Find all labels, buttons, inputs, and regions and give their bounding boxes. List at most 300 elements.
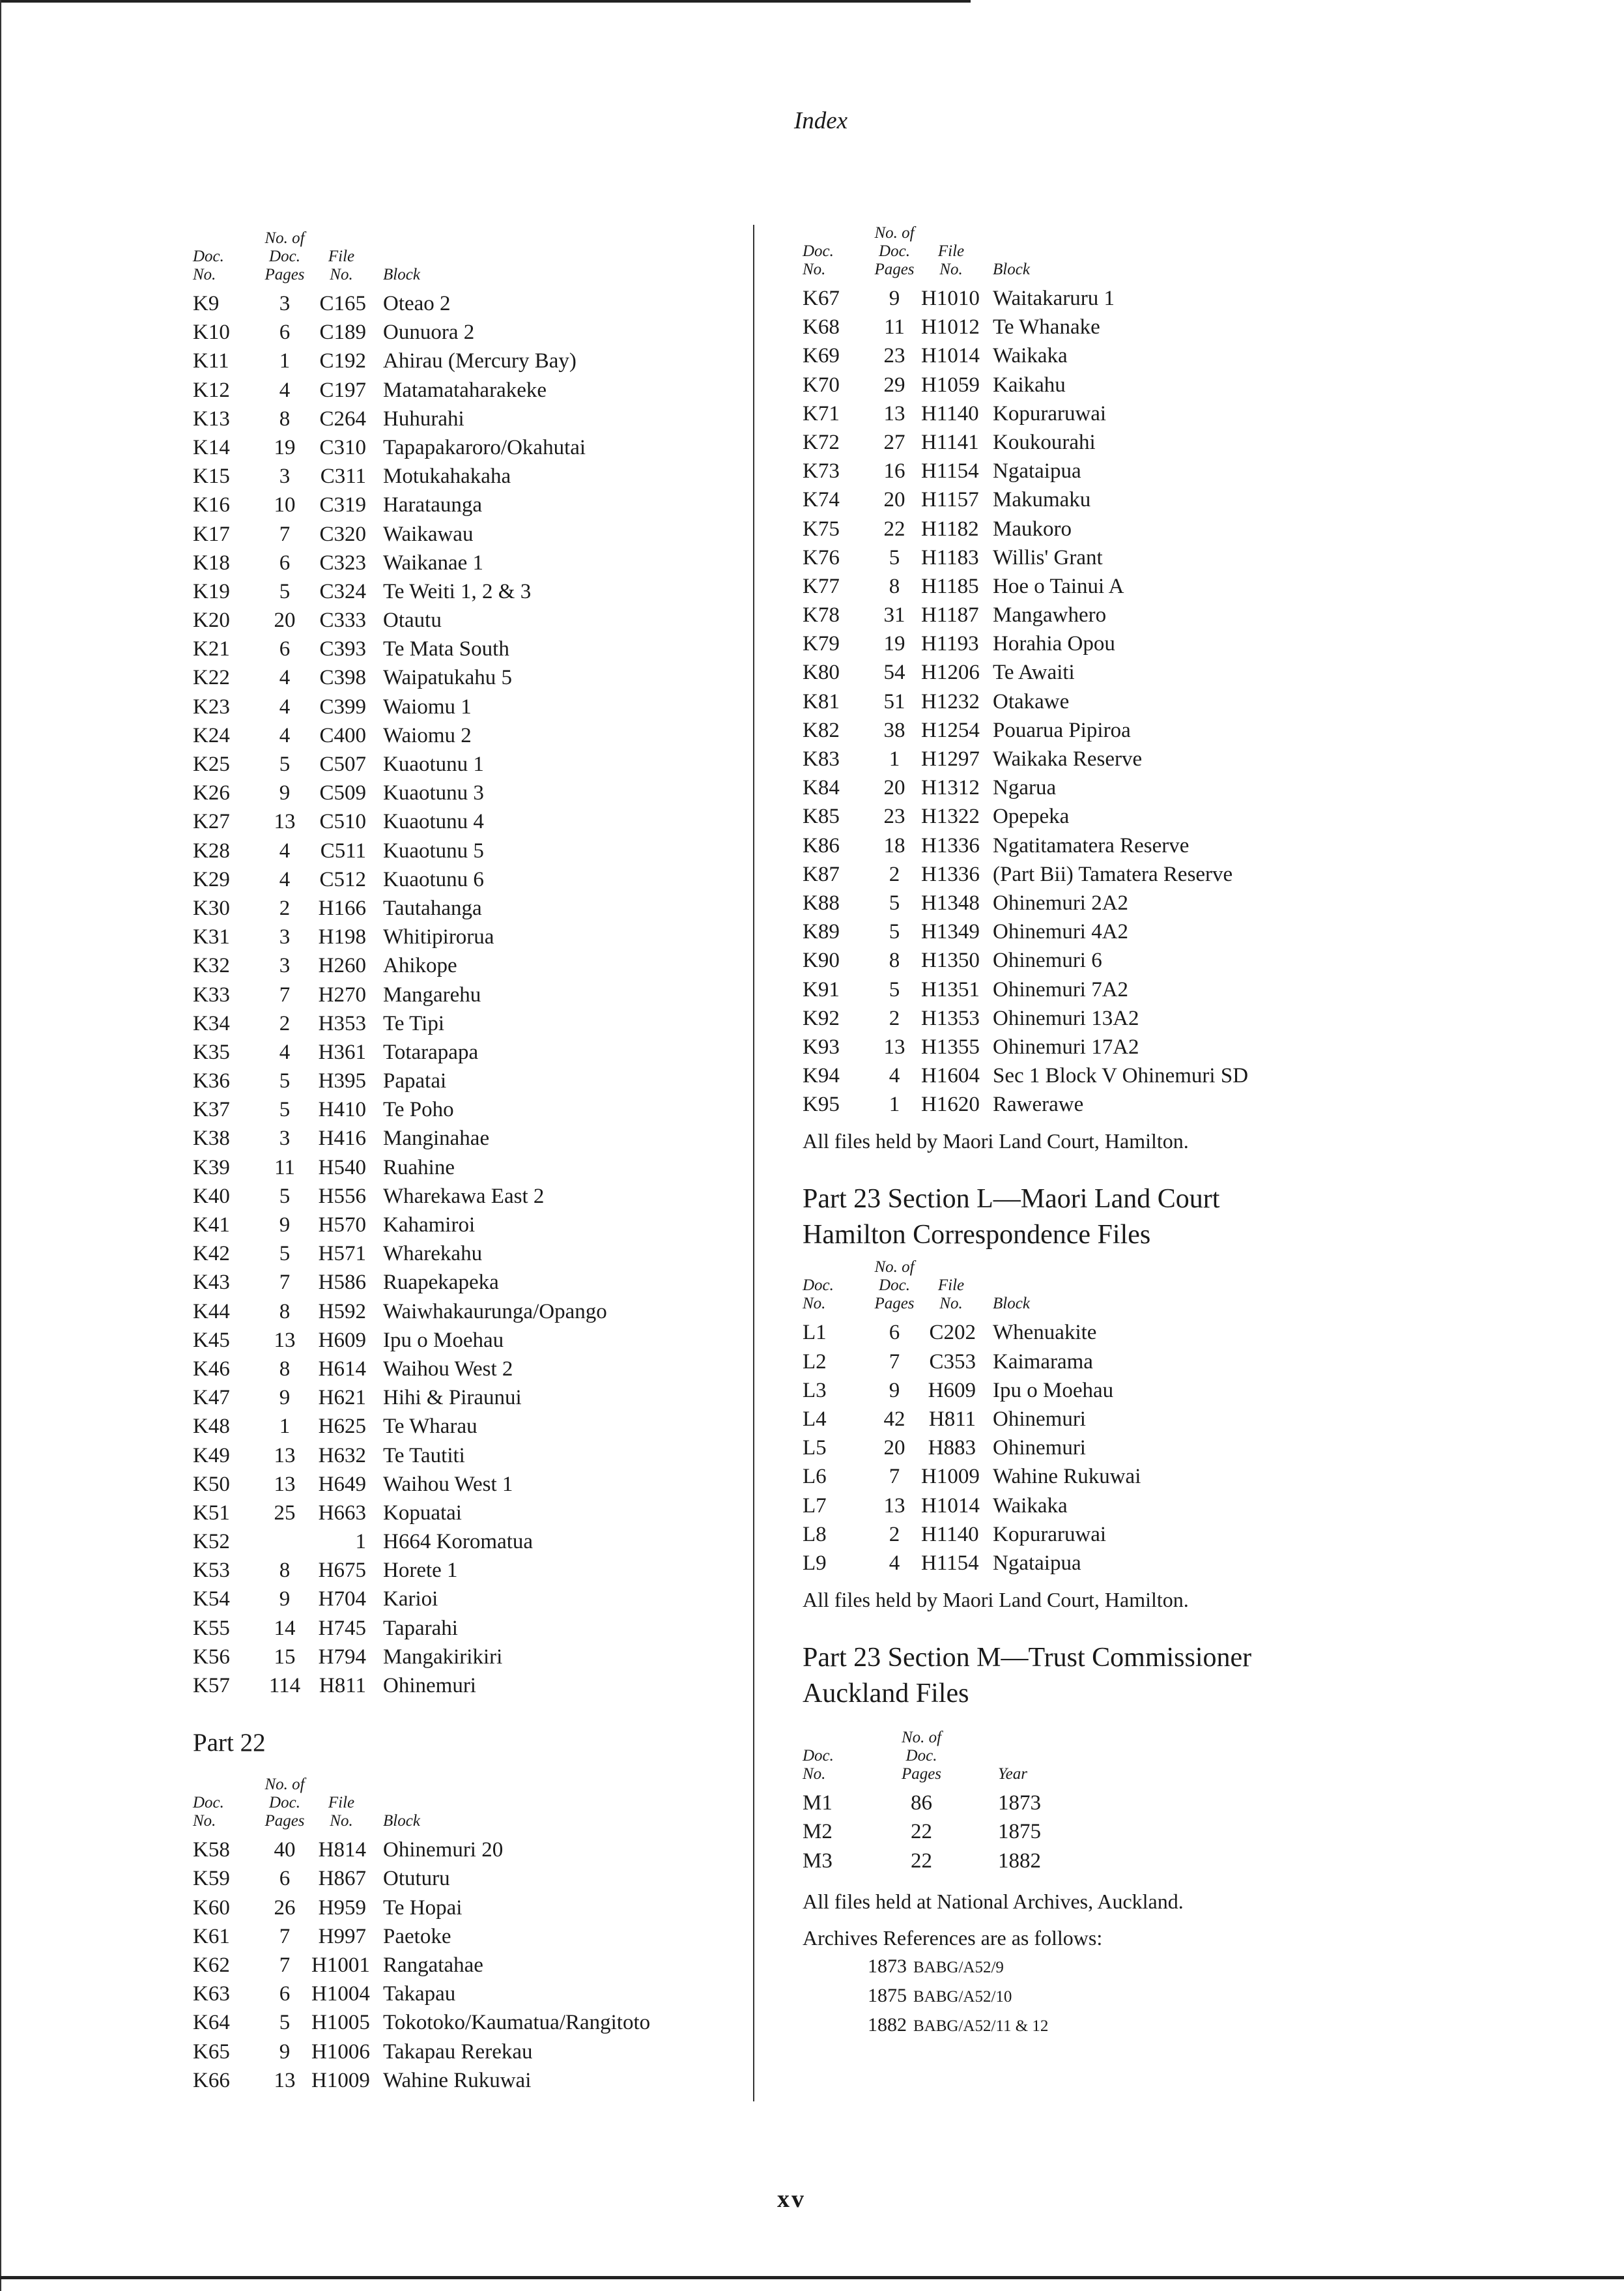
block-name: Rawerawe bbox=[993, 1093, 1084, 1117]
block-name: Kaimarama bbox=[993, 1349, 1093, 1374]
table-row bbox=[803, 917, 1389, 946]
table-row bbox=[193, 1326, 740, 1355]
doc-number: K80 bbox=[803, 661, 840, 685]
column-divider bbox=[753, 225, 754, 2101]
doc-number: K38 bbox=[193, 1127, 230, 1151]
page-count: 13 bbox=[274, 1328, 296, 1352]
page-count: 8 bbox=[889, 949, 900, 973]
file-number: C510 bbox=[319, 810, 366, 834]
table-row bbox=[193, 347, 740, 375]
block-name: Motukahakaha bbox=[383, 465, 511, 489]
page-count: 20 bbox=[883, 1436, 905, 1460]
doc-number: K90 bbox=[803, 949, 840, 973]
page-count: 13 bbox=[274, 2068, 296, 2092]
block-name: Waiomu 2 bbox=[383, 723, 472, 747]
table-row bbox=[193, 1527, 740, 1556]
page-count: 4 bbox=[279, 839, 291, 863]
page-count: 9 bbox=[279, 1587, 291, 1611]
page-count: 23 bbox=[883, 344, 905, 368]
page-count: 26 bbox=[274, 1895, 296, 1920]
section-l-table bbox=[803, 1318, 1389, 1578]
block-name: Ohinemuri bbox=[383, 1674, 476, 1697]
doc-number: K87 bbox=[803, 862, 840, 886]
page-count: 19 bbox=[274, 435, 296, 459]
page-count: 5 bbox=[279, 579, 291, 603]
page-count: 22 bbox=[911, 1820, 932, 1844]
table-row bbox=[193, 865, 740, 894]
file-number: H675 bbox=[318, 1559, 366, 1583]
file-number: H1157 bbox=[921, 488, 979, 512]
table-row bbox=[803, 313, 1389, 341]
page-count: 5 bbox=[279, 1242, 291, 1266]
header-file: File bbox=[328, 1794, 355, 1812]
block-name: Kahamiroi bbox=[383, 1213, 476, 1237]
file-number: H556 bbox=[318, 1184, 366, 1208]
page-count: 8 bbox=[889, 574, 900, 598]
table-row bbox=[193, 807, 740, 836]
table-row bbox=[193, 923, 740, 951]
table-row bbox=[803, 1376, 1389, 1405]
file-number: C197 bbox=[319, 378, 366, 402]
block-name: Waihou West 2 bbox=[383, 1357, 513, 1381]
file-number: H794 bbox=[318, 1645, 366, 1669]
page-count: 2 bbox=[889, 1006, 900, 1030]
doc-number: K24 bbox=[193, 723, 230, 747]
doc-number: L7 bbox=[803, 1493, 827, 1518]
block-name: Kopuraruwai bbox=[993, 401, 1107, 425]
page-count: 4 bbox=[279, 1040, 291, 1064]
block-name: Kuaotunu 5 bbox=[383, 839, 484, 863]
table-row bbox=[803, 399, 1389, 428]
header-doc: Doc. bbox=[803, 242, 834, 260]
page-count: 51 bbox=[883, 689, 905, 713]
block-name: Te Mata South bbox=[383, 637, 509, 661]
file-number: C507 bbox=[319, 753, 366, 776]
doc-number: K25 bbox=[193, 753, 230, 776]
file-number: H704 bbox=[318, 1587, 366, 1611]
page-count: 6 bbox=[279, 321, 291, 345]
block-name: H664 Koromatua bbox=[383, 1530, 534, 1554]
block-name: Mangarehu bbox=[383, 983, 481, 1007]
file-number: C310 bbox=[319, 435, 366, 459]
table-row bbox=[193, 1894, 740, 1922]
table-row bbox=[193, 606, 740, 635]
block-name: Ohinemuri 2A2 bbox=[993, 891, 1129, 915]
block-name: Waihou West 1 bbox=[383, 1472, 513, 1496]
table-row bbox=[803, 341, 1389, 370]
table-row bbox=[193, 1355, 740, 1383]
file-number: H811 bbox=[928, 1407, 976, 1431]
page-count: 5 bbox=[279, 1069, 291, 1093]
page-count: 22 bbox=[883, 517, 905, 541]
file-number: H1010 bbox=[921, 287, 980, 310]
block-name: Te Awaiti bbox=[993, 661, 1075, 685]
file-number: H745 bbox=[318, 1616, 366, 1640]
block-name: Kopuatai bbox=[383, 1501, 462, 1525]
page-count: 22 bbox=[911, 1849, 932, 1873]
header-no-of: No. of bbox=[264, 229, 305, 247]
running-head: Index bbox=[793, 108, 848, 134]
file-number: H649 bbox=[318, 1472, 366, 1496]
archive-code: BABG/A52/10 bbox=[913, 1987, 1012, 2006]
index-table bbox=[193, 289, 740, 1700]
header-pages: Pages bbox=[901, 1765, 942, 1783]
header-pages: Pages bbox=[264, 266, 305, 283]
note-m-holdings: All files held at National Archives, Auckland. bbox=[803, 1889, 1184, 1913]
table-row bbox=[193, 1268, 740, 1297]
page-count: 25 bbox=[274, 1501, 296, 1525]
archive-code: BABG/A52/11 & 12 bbox=[913, 2017, 1049, 2035]
section-m-title-line-2: Auckland Files bbox=[803, 1679, 969, 1709]
block-name: Ngarua bbox=[993, 776, 1057, 800]
doc-number: M3 bbox=[803, 1849, 833, 1873]
file-number: H166 bbox=[318, 896, 366, 920]
doc-number: K50 bbox=[193, 1472, 230, 1496]
block-name: Whenuakite bbox=[993, 1321, 1097, 1345]
index-table bbox=[803, 284, 1389, 1119]
left-column bbox=[193, 229, 740, 2095]
file-number: H883 bbox=[928, 1436, 976, 1460]
page-count: 16 bbox=[883, 459, 905, 483]
header-no-of: No. of bbox=[874, 224, 915, 242]
page-count: 4 bbox=[279, 695, 291, 719]
block-name: Otuturu bbox=[383, 1867, 450, 1891]
page-count: 20 bbox=[883, 488, 905, 512]
table-row bbox=[193, 2066, 740, 2095]
page-count: 27 bbox=[883, 430, 905, 454]
file-number: H353 bbox=[318, 1011, 366, 1035]
block-name: Wharekahu bbox=[383, 1242, 483, 1266]
file-number: H1353 bbox=[921, 1006, 980, 1030]
block-name: Papatai bbox=[383, 1069, 447, 1093]
file-number: H1297 bbox=[921, 747, 980, 771]
block-name: Ohinemuri 6 bbox=[993, 949, 1102, 973]
block-name: Horete 1 bbox=[383, 1559, 458, 1583]
table-row bbox=[803, 975, 1389, 1004]
page-count: 2 bbox=[279, 896, 291, 920]
block-name: Waikaka bbox=[993, 1493, 1068, 1518]
doc-number: K62 bbox=[193, 1953, 230, 1977]
page-count: 86 bbox=[911, 1791, 932, 1815]
block-name: Ohinemuri 17A2 bbox=[993, 1035, 1139, 1059]
table-row bbox=[193, 1038, 740, 1067]
doc-number: K33 bbox=[193, 983, 230, 1007]
file-number: H592 bbox=[318, 1299, 366, 1323]
page-count: 4 bbox=[279, 867, 291, 891]
doc-number: K91 bbox=[803, 977, 840, 1001]
block-name: Ohinemuri bbox=[993, 1436, 1086, 1460]
header-doc-2: Doc. bbox=[269, 1794, 300, 1812]
page-count: 54 bbox=[883, 661, 905, 685]
header-doc: Doc. bbox=[803, 1747, 834, 1765]
page-count: 23 bbox=[883, 805, 905, 829]
header-block: Block bbox=[993, 261, 1030, 278]
doc-number: K51 bbox=[193, 1501, 230, 1525]
file-number: H1355 bbox=[921, 1035, 980, 1059]
block-name: Totarapapa bbox=[383, 1040, 479, 1064]
table-row bbox=[193, 981, 740, 1009]
doc-number: K23 bbox=[193, 695, 230, 719]
doc-number: K28 bbox=[193, 839, 230, 863]
table-row bbox=[193, 1922, 740, 1951]
archive-year: 1882 bbox=[868, 2013, 907, 2036]
file-number: H609 bbox=[928, 1378, 976, 1402]
file-number: H570 bbox=[318, 1213, 366, 1237]
doc-number: K21 bbox=[193, 637, 230, 661]
header-file-no: No. bbox=[330, 266, 353, 283]
file-number: H1154 bbox=[921, 459, 979, 483]
doc-number: K71 bbox=[803, 401, 840, 425]
block-name: Tokotoko/Kaumatua/Rangitoto bbox=[383, 2011, 651, 2035]
part-22-table bbox=[193, 1836, 740, 2095]
header-no: No. bbox=[193, 1812, 216, 1830]
file-number: 1 bbox=[355, 1530, 366, 1554]
header-file: File bbox=[937, 242, 965, 260]
doc-number: K55 bbox=[193, 1616, 230, 1640]
block-name: Taparahi bbox=[383, 1616, 458, 1640]
header-doc-2: Doc. bbox=[879, 1276, 910, 1295]
table-row bbox=[193, 1836, 740, 1864]
file-number: C311 bbox=[320, 465, 366, 489]
block-name: Kuaotunu 4 bbox=[383, 810, 484, 834]
doc-number: K95 bbox=[803, 1093, 840, 1117]
page-count: 5 bbox=[889, 920, 900, 944]
file-number: H609 bbox=[318, 1328, 366, 1352]
doc-number: L3 bbox=[803, 1378, 827, 1402]
page-count: 20 bbox=[883, 776, 905, 800]
page-count: 7 bbox=[279, 1953, 291, 1977]
page-count: 6 bbox=[889, 1321, 900, 1345]
doc-number: K57 bbox=[193, 1674, 230, 1697]
file-number: C393 bbox=[319, 637, 366, 661]
table-row bbox=[803, 1789, 1389, 1817]
page-count: 40 bbox=[274, 1838, 296, 1862]
block-name: Waikaka bbox=[993, 344, 1068, 368]
file-number: C511 bbox=[320, 839, 366, 863]
doc-number: K77 bbox=[803, 574, 840, 598]
block-name: Kuaotunu 6 bbox=[383, 867, 484, 891]
table-row bbox=[193, 1980, 740, 2008]
file-number: C353 bbox=[929, 1349, 976, 1374]
page-count: 2 bbox=[889, 1522, 900, 1546]
doc-number: K52 bbox=[193, 1530, 230, 1554]
table-row bbox=[803, 1318, 1389, 1347]
page-count: 14 bbox=[274, 1616, 296, 1640]
table-row bbox=[803, 1033, 1389, 1061]
page-count: 5 bbox=[279, 1184, 291, 1208]
archive-year: 1873 bbox=[868, 1955, 907, 1977]
doc-number: K72 bbox=[803, 430, 840, 454]
page-count bbox=[258, 1527, 311, 1556]
page-count: 1 bbox=[279, 1415, 291, 1439]
block-name: Hihi & Piraunui bbox=[383, 1386, 522, 1410]
header-file-no: No. bbox=[330, 1812, 353, 1830]
block-name: Waikawau bbox=[383, 522, 474, 546]
block-name: (Part Bii) Tamatera Reserve bbox=[993, 862, 1233, 886]
block-name: Ohinemuri 4A2 bbox=[993, 920, 1129, 944]
table-row bbox=[193, 635, 740, 663]
doc-number: K88 bbox=[803, 891, 840, 915]
header-year: Year bbox=[998, 1765, 1027, 1783]
page-number: xv bbox=[777, 2185, 806, 2213]
page-count: 13 bbox=[274, 810, 296, 834]
table-row bbox=[803, 601, 1389, 629]
table-row bbox=[193, 1864, 740, 1893]
doc-number: K68 bbox=[803, 315, 840, 339]
right-column bbox=[803, 224, 1389, 2040]
doc-number: K65 bbox=[193, 2039, 230, 2064]
table-row bbox=[803, 1347, 1389, 1376]
doc-number: K10 bbox=[193, 321, 230, 345]
doc-number: K92 bbox=[803, 1006, 840, 1030]
doc-number: K53 bbox=[193, 1559, 230, 1583]
file-number: C264 bbox=[319, 407, 366, 431]
doc-number: K18 bbox=[193, 551, 230, 575]
table-row bbox=[193, 289, 740, 318]
doc-number: K30 bbox=[193, 896, 230, 920]
file-number: H1006 bbox=[311, 2039, 370, 2064]
block-name: Ipu o Moehau bbox=[993, 1378, 1114, 1402]
doc-number: K20 bbox=[193, 609, 230, 633]
file-number: C202 bbox=[929, 1321, 976, 1345]
doc-number: K45 bbox=[193, 1328, 230, 1352]
doc-number: K15 bbox=[193, 465, 230, 489]
doc-number: K35 bbox=[193, 1040, 230, 1064]
page-count: 11 bbox=[274, 1155, 295, 1179]
block-name: Ohinemuri bbox=[993, 1407, 1086, 1431]
file-number: H395 bbox=[318, 1069, 366, 1093]
block-name: Wahine Rukuwai bbox=[383, 2068, 532, 2092]
block-name: Takapau bbox=[383, 1982, 456, 2006]
table-row bbox=[193, 1441, 740, 1470]
block-name: Harataunga bbox=[383, 493, 483, 517]
file-number: H1014 bbox=[921, 1493, 980, 1518]
file-number: C324 bbox=[319, 579, 366, 603]
table-header bbox=[803, 224, 1389, 279]
block-name: Ngatitamatera Reserve bbox=[993, 833, 1190, 857]
table-row bbox=[193, 1239, 740, 1268]
table-row bbox=[803, 1434, 1389, 1462]
header-pages: Pages bbox=[874, 261, 915, 278]
table-row bbox=[803, 515, 1389, 543]
doc-number: K74 bbox=[803, 488, 840, 512]
header-file: File bbox=[328, 248, 355, 265]
doc-number: K64 bbox=[193, 2011, 230, 2035]
doc-number: K16 bbox=[193, 493, 230, 517]
page-count: 13 bbox=[274, 1443, 296, 1467]
table-row bbox=[803, 543, 1389, 572]
file-number: C400 bbox=[319, 723, 366, 747]
file-number: H811 bbox=[319, 1674, 366, 1697]
block-name: Te Wharau bbox=[383, 1415, 477, 1439]
page-count: 7 bbox=[889, 1465, 900, 1489]
file-number: H997 bbox=[318, 1924, 366, 1948]
block-name: Te Poho bbox=[383, 1098, 454, 1122]
block-name: Ahirau (Mercury Bay) bbox=[383, 349, 577, 373]
doc-number: K76 bbox=[803, 545, 840, 569]
block-name: Pouarua Pipiroa bbox=[993, 718, 1131, 742]
doc-number: K69 bbox=[803, 344, 840, 368]
table-row bbox=[803, 745, 1389, 773]
file-number: C320 bbox=[319, 522, 366, 546]
file-number: H959 bbox=[318, 1895, 366, 1920]
table-row bbox=[803, 1847, 1389, 1875]
block-name: Ounuora 2 bbox=[383, 321, 475, 345]
header-pages: Pages bbox=[264, 1812, 305, 1830]
file-number: C399 bbox=[319, 695, 366, 719]
file-number: H1620 bbox=[921, 1093, 980, 1117]
table-row bbox=[803, 371, 1389, 399]
section-m-title-line-1: Part 23 Section M—Trust Commissioner bbox=[803, 1643, 1252, 1673]
block-name: Otautu bbox=[383, 609, 442, 633]
file-number: H540 bbox=[318, 1155, 366, 1179]
doc-number: K73 bbox=[803, 459, 840, 483]
block-name: Karioi bbox=[383, 1587, 438, 1611]
note-l-holdings: All files held by Maori Land Court, Hamilton. bbox=[803, 1588, 1189, 1612]
page-count: 4 bbox=[279, 723, 291, 747]
file-number: H198 bbox=[318, 925, 366, 949]
table-row bbox=[193, 1585, 740, 1613]
file-number: H1349 bbox=[921, 920, 980, 944]
doc-number: K47 bbox=[193, 1386, 230, 1410]
header-pages: Pages bbox=[874, 1295, 915, 1313]
doc-number: K46 bbox=[193, 1357, 230, 1381]
doc-number: K79 bbox=[803, 632, 840, 656]
header-no-of: No. of bbox=[874, 1258, 915, 1276]
block-name: Te Tipi bbox=[383, 1011, 444, 1035]
block-name: Maukoro bbox=[993, 517, 1072, 541]
file-number: C319 bbox=[319, 493, 366, 517]
block-name: Kuaotunu 3 bbox=[383, 781, 484, 805]
page-count: 13 bbox=[883, 401, 905, 425]
page-count: 9 bbox=[279, 1213, 291, 1237]
block-name: Kaikahu bbox=[993, 373, 1066, 397]
file-number: H867 bbox=[318, 1867, 366, 1891]
block-name: Kopuraruwai bbox=[993, 1522, 1107, 1546]
block-name: Hoe o Tainui A bbox=[993, 574, 1124, 598]
table-row bbox=[803, 1004, 1389, 1033]
doc-number: L2 bbox=[803, 1349, 827, 1374]
section-m-table bbox=[803, 1789, 1389, 1875]
file-number: H621 bbox=[318, 1386, 366, 1410]
file-number: H625 bbox=[318, 1415, 366, 1439]
doc-number: K14 bbox=[193, 435, 230, 459]
doc-number: K58 bbox=[193, 1838, 230, 1862]
header-file-no: No. bbox=[939, 261, 963, 278]
table-row bbox=[193, 1614, 740, 1643]
block-name: Waiomu 1 bbox=[383, 695, 472, 719]
page-count: 1 bbox=[889, 747, 900, 771]
block-name: Otakawe bbox=[993, 689, 1070, 713]
file-number: H1350 bbox=[921, 949, 980, 973]
page-count: 8 bbox=[279, 1299, 291, 1323]
file-number: H1336 bbox=[921, 862, 980, 886]
table-row bbox=[193, 693, 740, 721]
file-number: H632 bbox=[318, 1443, 366, 1467]
table-row bbox=[193, 779, 740, 807]
file-number: H586 bbox=[318, 1271, 366, 1295]
doc-number: L8 bbox=[803, 1522, 827, 1546]
table-row bbox=[193, 894, 740, 923]
table-row bbox=[193, 1499, 740, 1527]
file-number: C509 bbox=[319, 781, 366, 805]
file-number: H1206 bbox=[921, 661, 980, 685]
file-number: H663 bbox=[318, 1501, 366, 1525]
page-count: 9 bbox=[279, 781, 291, 805]
table-row bbox=[803, 889, 1389, 917]
file-number: H1001 bbox=[311, 1953, 370, 1977]
page-count: 3 bbox=[279, 292, 291, 315]
